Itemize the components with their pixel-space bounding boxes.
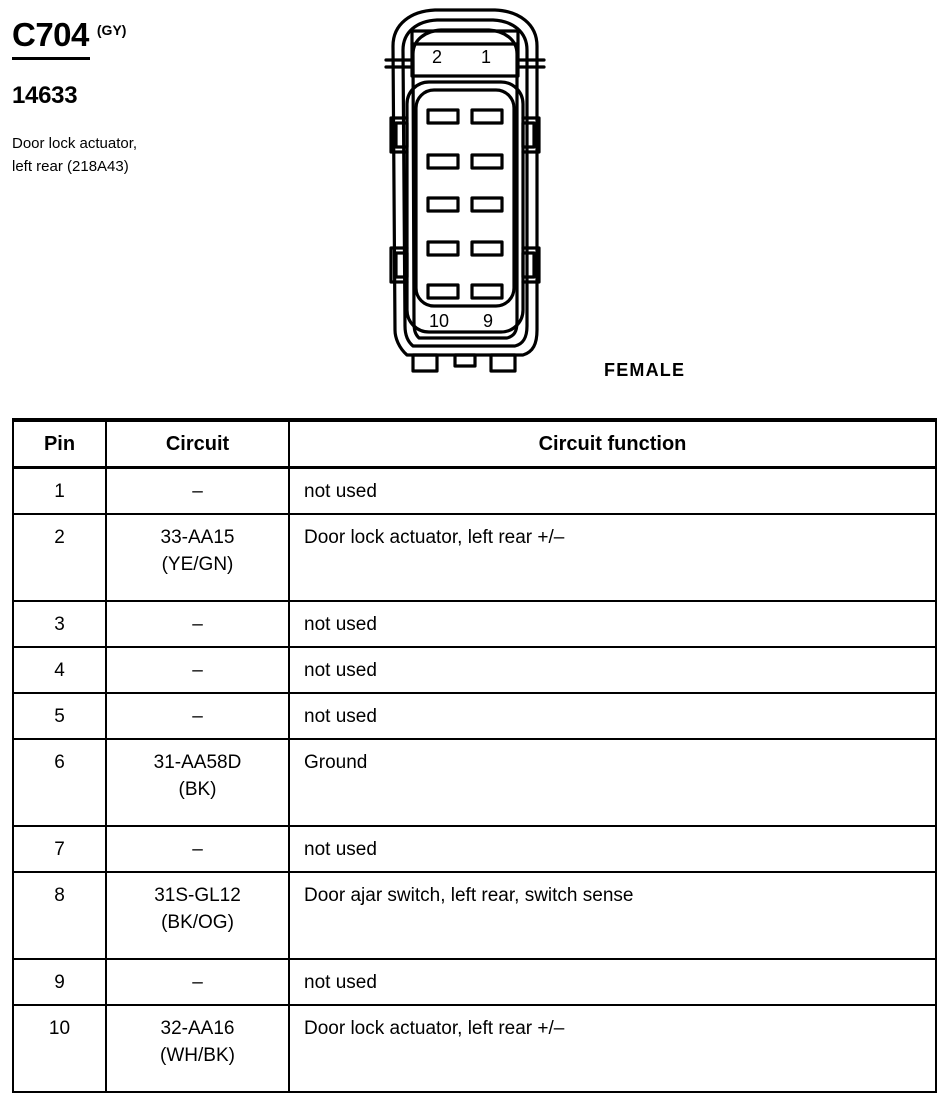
cell-circuit-function xyxy=(289,826,936,872)
terminal-cavity-slot xyxy=(472,285,502,298)
connector-description xyxy=(12,132,332,178)
connector-id-row xyxy=(12,18,332,52)
circuit-id-value: 31-AA58D xyxy=(153,752,242,773)
pin-table-container xyxy=(12,418,937,1093)
bottom-tab-right xyxy=(491,355,515,371)
connector-pin-label-1: 1 xyxy=(480,47,492,67)
latch-block-outer xyxy=(412,31,518,76)
pin-number-value: 4 xyxy=(54,660,65,681)
cell-circuit xyxy=(106,514,289,601)
circuit-value-group xyxy=(107,694,288,738)
pin-number-value: 7 xyxy=(54,839,65,860)
cell-circuit xyxy=(106,872,289,959)
terminal-cavity-group xyxy=(428,110,502,298)
circuit-function-value: Door ajar switch, left rear, switch sense xyxy=(304,885,634,906)
table-row xyxy=(13,601,936,647)
circuit-value-group xyxy=(107,960,288,1004)
table-header-row xyxy=(13,420,936,468)
circuit-value-group xyxy=(107,740,288,825)
circuit-value-group xyxy=(107,602,288,646)
terminal-cavity-slot xyxy=(472,155,502,168)
circuit-value-group xyxy=(107,469,288,513)
circuit-id-value: 33-AA15 xyxy=(160,527,235,548)
cell-circuit-function xyxy=(289,959,936,1005)
cell-pin-number xyxy=(13,739,106,826)
circuit-function-value: Ground xyxy=(304,752,368,773)
cell-circuit xyxy=(106,693,289,739)
circuit-function-value: Door lock actuator, left rear +/– xyxy=(304,1018,565,1039)
table-row xyxy=(13,468,936,515)
circuit-id-value: 31S-GL12 xyxy=(154,885,241,906)
circuit-wire-color-value: (WH/BK) xyxy=(160,1045,235,1066)
terminal-cavity-slot xyxy=(428,198,458,211)
circuit-id-value: – xyxy=(192,660,203,681)
connector-shell-outline-2 xyxy=(403,20,527,346)
cell-pin-number xyxy=(13,468,106,515)
table-row xyxy=(13,826,936,872)
pin-number-value: 5 xyxy=(54,706,65,727)
circuit-id-value: – xyxy=(192,972,203,993)
cell-circuit-function xyxy=(289,739,936,826)
cell-circuit xyxy=(106,739,289,826)
circuit-function-value: not used xyxy=(304,614,377,635)
cell-pin-number xyxy=(13,826,106,872)
cell-circuit-function xyxy=(289,647,936,693)
pin-table xyxy=(12,418,937,1093)
cell-circuit-function xyxy=(289,468,936,515)
cavity-housing-outer xyxy=(407,82,523,332)
bottom-tab-left xyxy=(413,355,437,371)
connector-description-line-1: Door lock actuator, xyxy=(12,135,138,152)
cell-circuit-function xyxy=(289,872,936,959)
pin-number-value: 6 xyxy=(54,752,65,773)
cell-pin-number xyxy=(13,647,106,693)
bottom-tab-center xyxy=(455,355,475,366)
connector-diagram xyxy=(355,0,575,400)
cell-circuit-function xyxy=(289,601,936,647)
pin-number-value: 8 xyxy=(54,885,65,906)
circuit-wire-color-value: (BK) xyxy=(178,779,217,800)
cell-circuit xyxy=(106,959,289,1005)
circuit-wire-color-value: (YE/GN) xyxy=(161,554,234,575)
circuit-function-value: not used xyxy=(304,481,377,502)
circuit-id-value: – xyxy=(192,481,203,502)
terminal-cavity-slot xyxy=(472,198,502,211)
table-row xyxy=(13,959,936,1005)
cell-circuit xyxy=(106,601,289,647)
column-header-pin: Pin xyxy=(13,420,106,468)
cell-circuit xyxy=(106,826,289,872)
pin-number-value: 9 xyxy=(54,972,65,993)
circuit-value-group xyxy=(107,515,288,600)
cell-pin-number xyxy=(13,514,106,601)
connector-gender-label: FEMALE xyxy=(604,360,686,380)
table-row xyxy=(13,647,936,693)
circuit-function-value: not used xyxy=(304,839,377,860)
connector-color-code: (GY) xyxy=(96,22,127,38)
cell-pin-number xyxy=(13,1005,106,1092)
connector-header xyxy=(12,18,332,178)
circuit-id-value: 32-AA16 xyxy=(160,1018,235,1039)
cell-circuit-function xyxy=(289,514,936,601)
table-row xyxy=(13,739,936,826)
connector-pin-label-2: 2 xyxy=(431,47,443,67)
connector-description-line-2: left rear (218A43) xyxy=(12,158,129,175)
terminal-cavity-slot xyxy=(428,242,458,255)
pin-table-body xyxy=(13,468,936,1093)
connector-id-underline xyxy=(12,57,90,60)
cell-circuit xyxy=(106,1005,289,1092)
table-row xyxy=(13,514,936,601)
table-row xyxy=(13,1005,936,1092)
terminal-cavity-slot xyxy=(428,285,458,298)
circuit-value-group xyxy=(107,873,288,958)
circuit-value-group xyxy=(107,827,288,871)
connector-id: C704 xyxy=(12,16,89,53)
terminal-cavity-slot xyxy=(472,242,502,255)
terminal-cavity-slot xyxy=(428,155,458,168)
circuit-function-value: not used xyxy=(304,972,377,993)
connector-pin-label-10: 10 xyxy=(428,311,450,331)
side-notch-left-upper-tab xyxy=(396,123,407,147)
connector-part-number: 14633 xyxy=(12,82,78,109)
cell-pin-number xyxy=(13,872,106,959)
pin-number-value: 10 xyxy=(48,1018,71,1039)
terminal-cavity-slot xyxy=(472,110,502,123)
table-row xyxy=(13,872,936,959)
connector-pin-label-9: 9 xyxy=(482,311,494,331)
cell-pin-number xyxy=(13,693,106,739)
circuit-id-value: – xyxy=(192,839,203,860)
cell-circuit xyxy=(106,647,289,693)
cell-circuit-function xyxy=(289,1005,936,1092)
table-row xyxy=(13,693,936,739)
circuit-function-value: Door lock actuator, left rear +/– xyxy=(304,527,565,548)
circuit-value-group xyxy=(107,648,288,692)
column-header-circuit-function: Circuit function xyxy=(289,420,936,468)
circuit-function-value: not used xyxy=(304,660,377,681)
terminal-cavity-slot xyxy=(428,110,458,123)
connector-drawing xyxy=(355,0,575,400)
circuit-wire-color-value: (BK/OG) xyxy=(161,912,234,933)
pin-number-value: 1 xyxy=(54,481,65,502)
column-header-circuit: Circuit xyxy=(106,420,289,468)
circuit-id-value: – xyxy=(192,614,203,635)
pin-number-value: 3 xyxy=(54,614,65,635)
pin-number-value: 2 xyxy=(54,527,65,548)
cell-circuit-function xyxy=(289,693,936,739)
cell-circuit xyxy=(106,468,289,515)
circuit-id-value: – xyxy=(192,706,203,727)
circuit-function-value: not used xyxy=(304,706,377,727)
cell-pin-number xyxy=(13,601,106,647)
circuit-value-group xyxy=(107,1006,288,1091)
cell-pin-number xyxy=(13,959,106,1005)
